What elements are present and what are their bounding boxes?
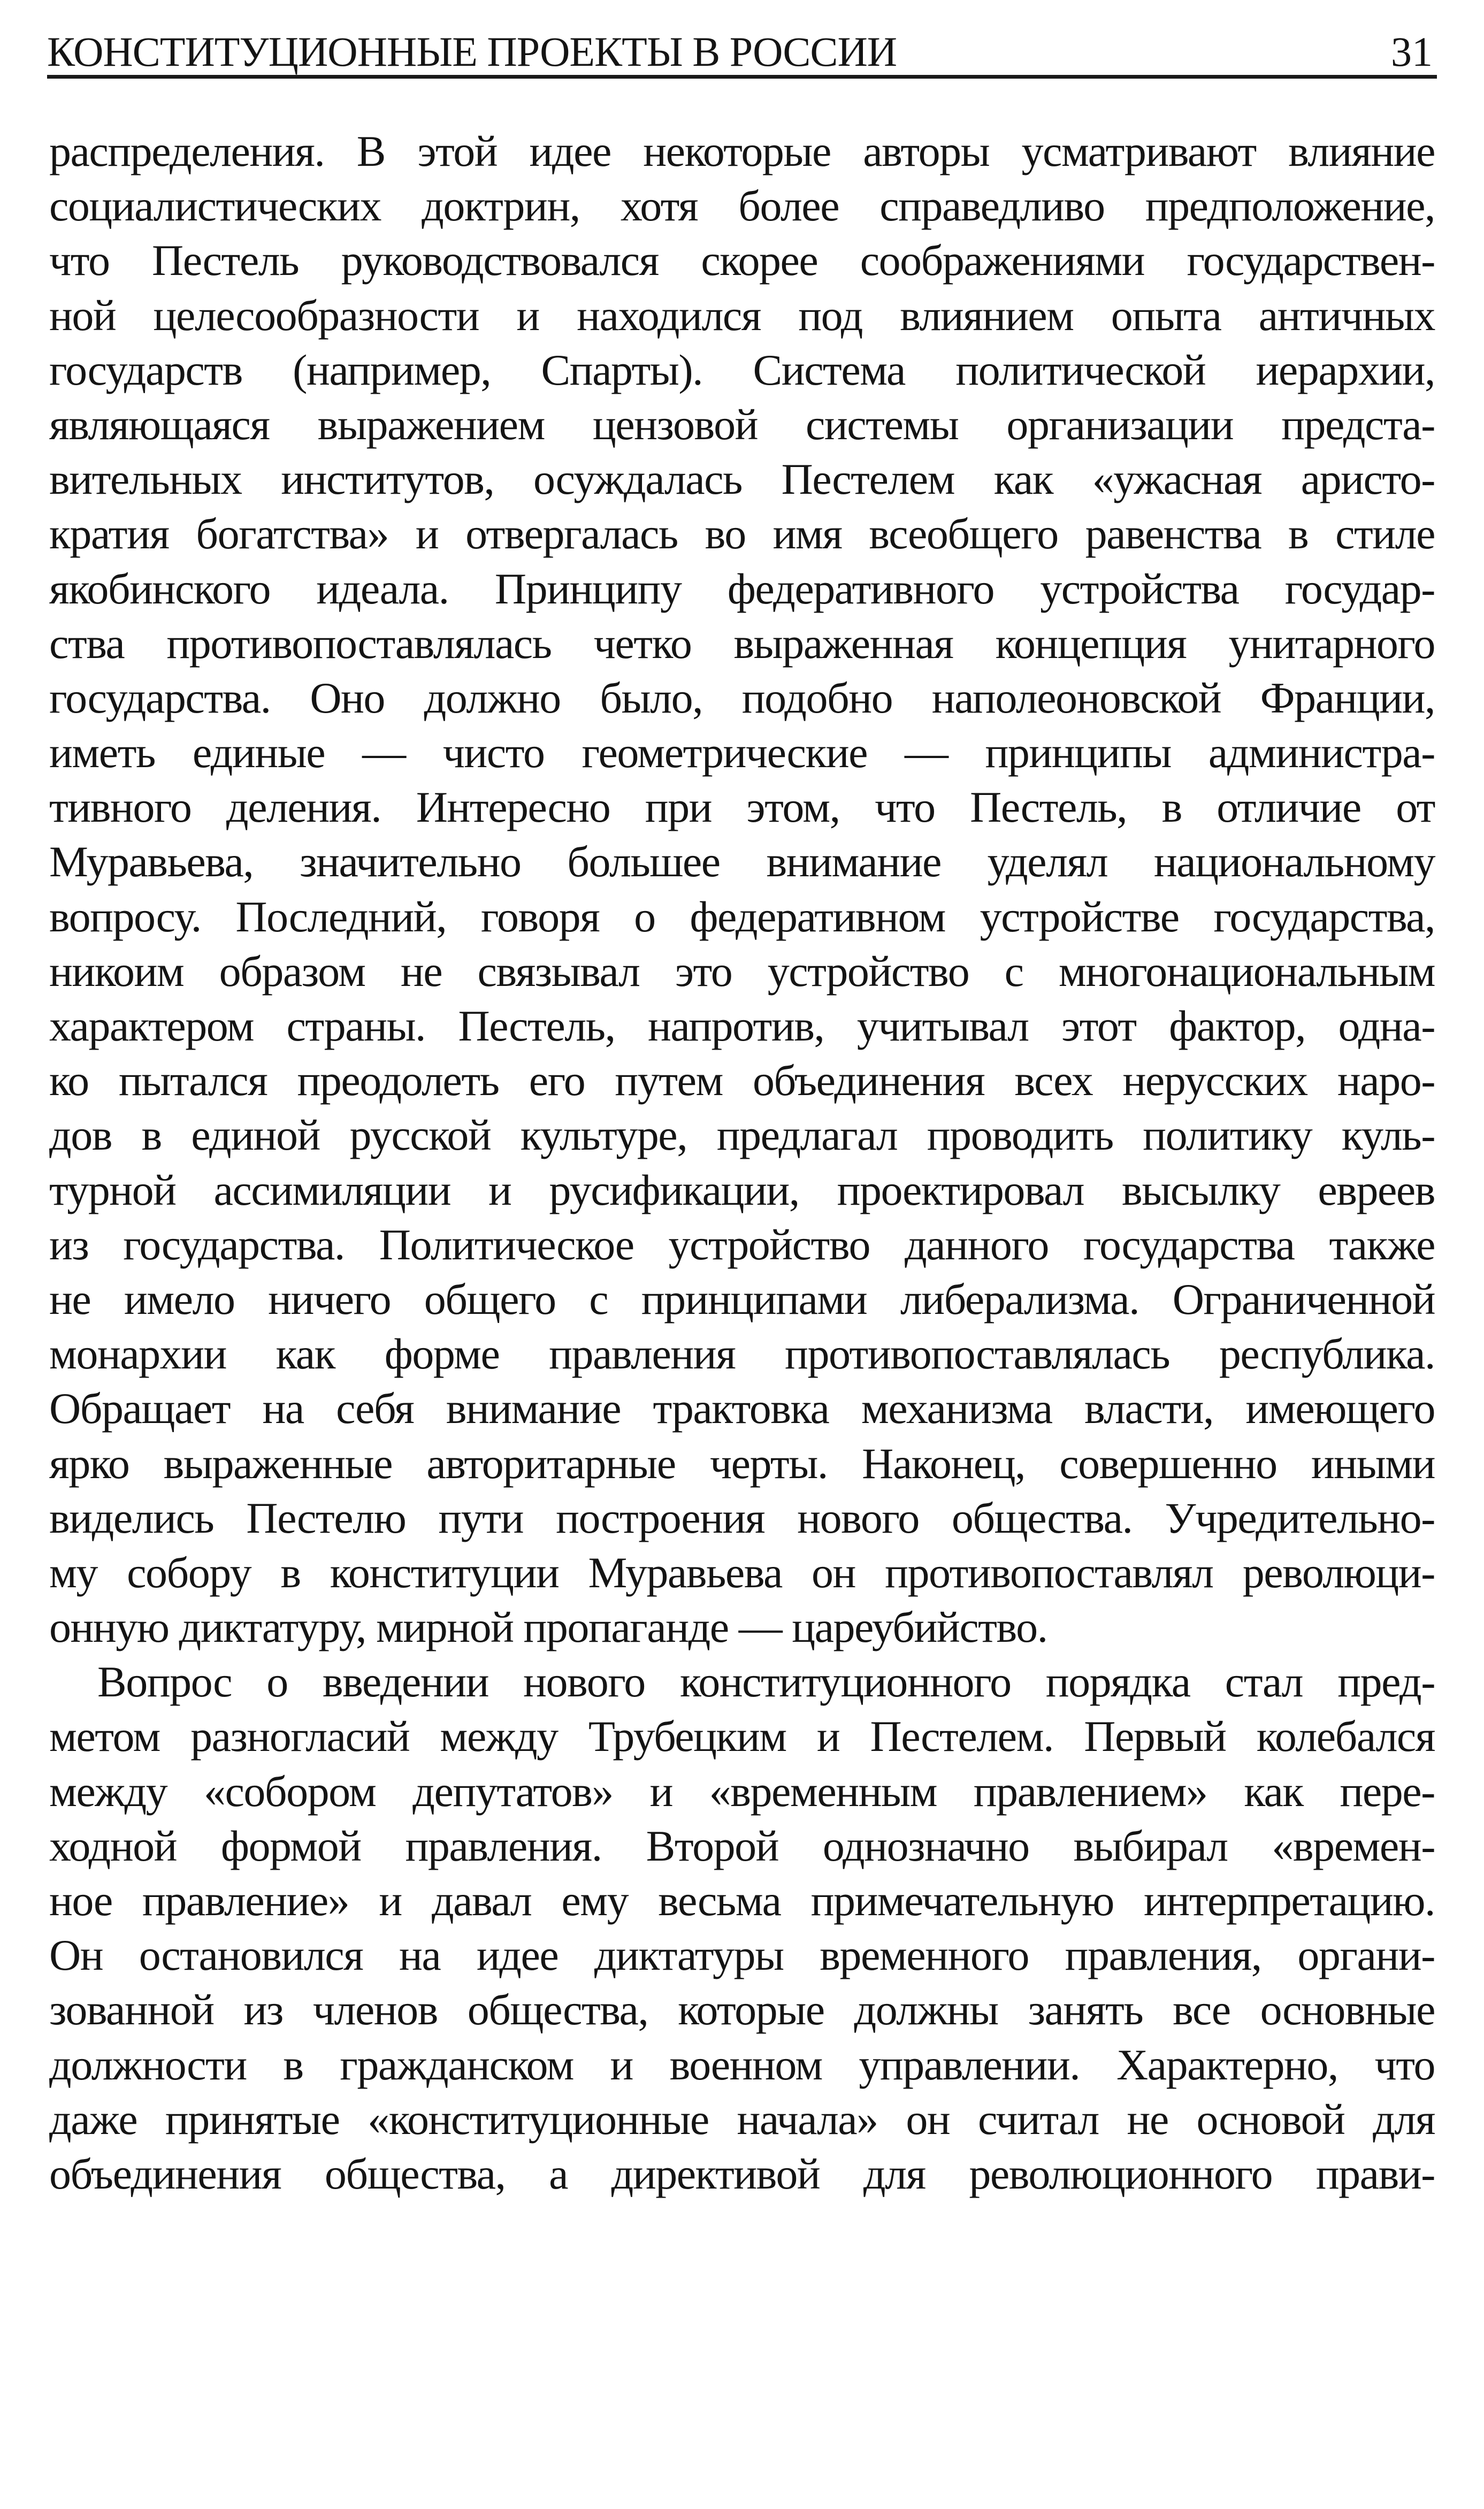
text-line: ярко выраженные авторитарные черты. Наконец, совершенно иными bbox=[49, 1439, 1435, 1488]
text-line: дов в единой русской культуре, предлагал проводить политику куль- bbox=[49, 1111, 1435, 1160]
text-line: ной целесообразности и находился под влиянием опыта античных bbox=[49, 290, 1435, 340]
text-line: иметь единые — чисто геометрические — принципы администра- bbox=[49, 728, 1435, 777]
text-line: вительных институтов, осуждалась Пестелем как «ужасная аристо- bbox=[49, 455, 1435, 504]
page-number: 31 bbox=[1391, 28, 1433, 75]
running-header bbox=[47, 21, 1437, 79]
text-line: виделись Пестелю пути построения нового общества. Учредительно- bbox=[49, 1493, 1435, 1542]
text-line: вопросу. Последний, говоря о федеративном устройстве государства, bbox=[49, 892, 1435, 941]
body-text bbox=[49, 124, 1435, 2201]
text-line: онную диктатуру, мирной пропаганде — цареубийство. bbox=[49, 1603, 1047, 1652]
text-line: Вопрос о введении нового конституционного порядка стал пред- bbox=[97, 1657, 1435, 1707]
text-line: ходной формой правления. Второй однозначно выбирал «времен- bbox=[49, 1821, 1435, 1870]
text-line: Муравьева, значительно большее внимание уделял национальному bbox=[49, 837, 1435, 886]
text-line: социалистических доктрин, хотя более справедливо предположение, bbox=[49, 181, 1435, 231]
text-line: никоим образом не связывал это устройство с многонациональным bbox=[49, 946, 1435, 996]
text-line: ства противопоставлялась четко выраженная концепция унитарного bbox=[49, 618, 1435, 668]
text-line: объединения общества, а директивой для революционного прави- bbox=[49, 2149, 1435, 2198]
paragraph-1 bbox=[49, 124, 1435, 1655]
text-line: должности в гражданском и военном управлении. Характерно, что bbox=[49, 2040, 1435, 2089]
text-line: государства. Оно должно было, подобно наполеоновской Франции, bbox=[49, 673, 1435, 722]
text-line: метом разногласий между Трубецким и Пестелем. Первый колебался bbox=[49, 1712, 1435, 1761]
text-line: Обращает на себя внимание трактовка механизма власти, имеющего bbox=[49, 1384, 1435, 1433]
text-line: монархии как форме правления противопоставлялась республика. bbox=[49, 1329, 1435, 1379]
text-line: характером страны. Пестель, напротив, учитывал этот фактор, одна- bbox=[49, 1001, 1435, 1050]
text-line: даже принятые «конституционные начала» он считал не основой для bbox=[49, 2094, 1435, 2144]
text-line: что Пестель руководствовался скорее соображениями государствен- bbox=[49, 236, 1435, 285]
text-line: турной ассимиляции и русификации, проектировал высылку евреев bbox=[49, 1165, 1435, 1214]
text-line: являющаяся выражением цензовой системы организации предста- bbox=[49, 400, 1435, 449]
text-line: государств (например, Спарты). Система политической иерархии, bbox=[49, 345, 1435, 394]
text-line: зованной из членов общества, которые должны занять все основные bbox=[49, 1985, 1435, 2034]
text-line: не имело ничего общего с принципами либерализма. Ограниченной bbox=[49, 1274, 1435, 1324]
text-line: из государства. Политическое устройство данного государства также bbox=[49, 1220, 1435, 1269]
text-line: ко пытался преодолеть его путем объединения всех нерусских наро- bbox=[49, 1056, 1435, 1105]
text-line: кратия богатства» и отвергалась во имя всеобщего равенства в стиле bbox=[49, 509, 1435, 559]
text-line: Он остановился на идее диктатуры временного правления, органи- bbox=[49, 1931, 1435, 1980]
paragraph-2 bbox=[49, 1655, 1435, 2201]
text-line: распределения. В этой идее некоторые авторы усматривают влияние bbox=[49, 127, 1435, 175]
text-line: тивного деления. Интересно при этом, что Пестель, в отличие от bbox=[49, 783, 1435, 832]
text-line: между «собором депутатов» и «временным правлением» как пере- bbox=[49, 1766, 1435, 1816]
text-line: му собору в конституции Муравьева он противопоставлял революци- bbox=[49, 1548, 1435, 1597]
text-line: якобинского идеала. Принципу федеративного устройства государ- bbox=[49, 564, 1435, 613]
running-title: КОНСТИТУЦИОННЫЕ ПРОЕКТЫ В РОССИИ bbox=[47, 28, 897, 75]
text-line: ное правление» и давал ему весьма примечательную интерпретацию. bbox=[49, 1876, 1435, 1925]
